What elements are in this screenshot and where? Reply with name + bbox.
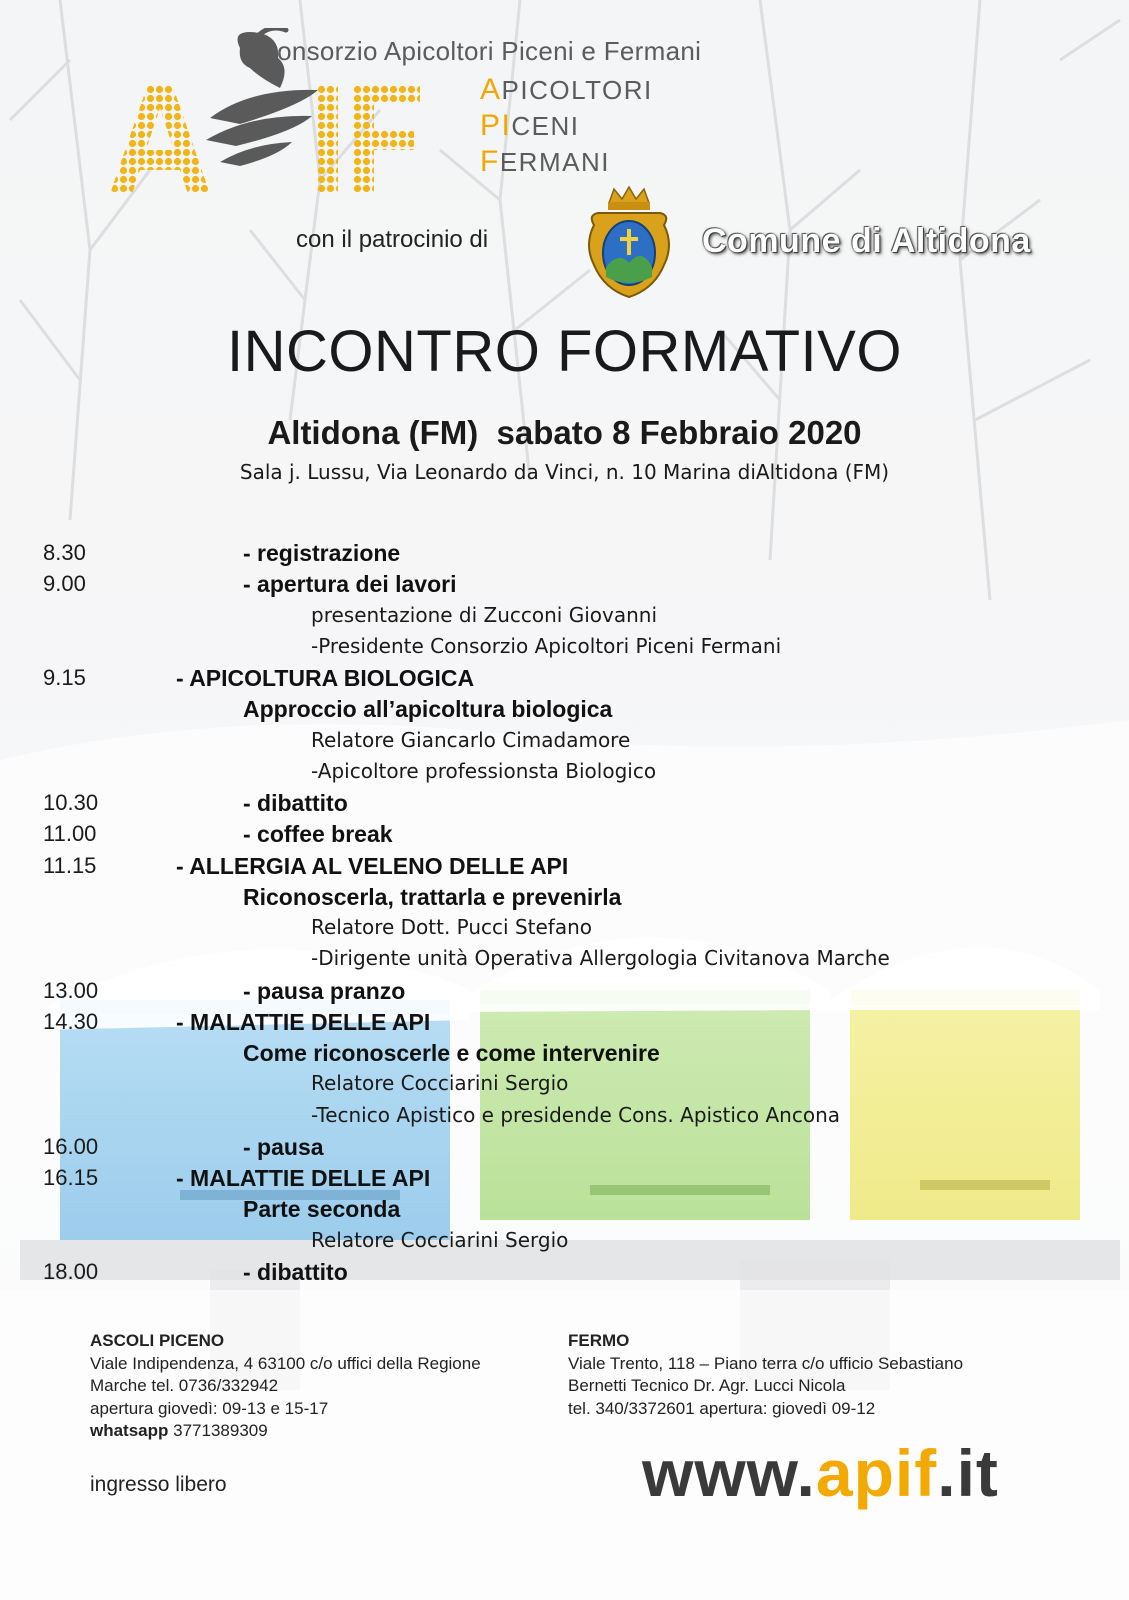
office-contact: Bernetti Tecnico Dr. Agr. Lucci Nicola [568, 1376, 846, 1395]
programme-time: 11.15 [43, 853, 97, 878]
office-name: ASCOLI PICENO [90, 1331, 225, 1350]
acronym-rest: CENI [511, 111, 580, 141]
free-entry-note: ingresso libero [90, 1473, 227, 1496]
programme-session: - APICOLTURA BIOLOGICA [176, 665, 475, 691]
programme-time: 9.00 [43, 571, 86, 596]
office-phone-hours: tel. 340/3372601 apertura: giovedì 09-12 [568, 1398, 876, 1418]
web-domain: apif [815, 1436, 938, 1510]
programme-item: - coffee break [243, 821, 393, 847]
programme-speaker: Relatore Giancarlo Cimadamore [311, 728, 631, 752]
patronage-text: con il patrocinio di [296, 226, 489, 253]
programme-time: 18.00 [43, 1259, 99, 1284]
programme-time: 9.15 [43, 665, 86, 690]
programme-time: 16.00 [43, 1134, 99, 1159]
office-address: Viale Trento, 118 – Piano terra c/o ufficio Sebastiano [568, 1353, 964, 1373]
programme-item: - pausa pranzo [243, 978, 406, 1004]
programme-item: - dibattito [243, 1259, 348, 1285]
programme-session: - MALATTIE DELLE API [176, 1009, 431, 1035]
web-suffix: .it [937, 1436, 999, 1510]
web-prefix: www. [642, 1436, 816, 1510]
programme-session: - MALATTIE DELLE API [176, 1165, 431, 1191]
event-venue: Sala j. Lussu, Via Leonardo da Vinci, n. 10 Marina diAltidona (FM) [239, 460, 890, 484]
programme-topic: Approccio all’apicoltura biologica [243, 696, 613, 722]
acronym-line-apicoltori [480, 73, 653, 107]
municipality-name: Comune di Altidona [702, 222, 1031, 260]
event-date-location: Altidona (FM) sabato 8 Febbraio 2020 [267, 414, 862, 451]
consortium-name: Consorzio Apicoltori Piceni e Fermani [258, 36, 702, 66]
event-title: INCONTRO FORMATIVO [227, 319, 902, 384]
programme-time: 11.00 [43, 821, 97, 846]
office-address: Viale Indipendenza, 4 63100 c/o uffici della Regione [90, 1353, 481, 1373]
programme-time: 16.15 [43, 1165, 99, 1190]
office-name: FERMO [568, 1331, 630, 1350]
programme-speaker-role: -Apicoltore professionsta Biologico [311, 759, 657, 783]
programme-speaker: Relatore Cocciarini Sergio [311, 1071, 569, 1095]
municipal-crest-icon [584, 185, 674, 305]
acronym-initial: A [480, 73, 502, 106]
programme-topic: Come riconoscerle e come intervenire [243, 1040, 660, 1066]
office-phone: Marche tel. 0736/332942 [90, 1376, 279, 1395]
programme-time: 8.30 [43, 540, 86, 565]
programme-time: 13.00 [43, 978, 99, 1003]
acronym-line-piceni [480, 109, 579, 143]
programme-speaker-role: -Tecnico Apistico e presidende Cons. Apistico Ancona [311, 1103, 840, 1127]
programme-item: - apertura dei lavori [243, 571, 457, 597]
programme-speaker-role: -Dirigente unità Operativa Allergologia Civitanova Marche [311, 946, 890, 970]
whatsapp-label: whatsapp [90, 1421, 169, 1440]
programme-time: 10.30 [43, 790, 99, 815]
programme-topic: Parte seconda [243, 1196, 401, 1222]
office-fermo [568, 1330, 963, 1420]
acronym-line-fermani [480, 145, 610, 179]
acronym-rest: PICOLTORI [501, 75, 653, 105]
acronym-initial: PI [480, 109, 512, 142]
programme-time: 14.30 [43, 1009, 99, 1034]
programme-speaker-role: -Presidente Consorzio Apicoltori Piceni Fermani [311, 634, 782, 658]
programme-topic: Riconoscerla, trattarla e prevenirla [243, 884, 622, 910]
acronym-rest: ERMANI [499, 147, 610, 177]
programme-speaker: Relatore Dott. Pucci Stefano [311, 915, 593, 939]
programme-item: - dibattito [243, 790, 348, 816]
whatsapp-number: 3771389309 [173, 1421, 268, 1440]
programme-item: - pausa [243, 1134, 324, 1160]
acronym-initial: F [480, 145, 500, 178]
office-ascoli-piceno [90, 1330, 481, 1443]
website-link[interactable] [642, 1435, 999, 1511]
programme-item: - registrazione [243, 540, 401, 566]
programme-speaker: Relatore Cocciarini Sergio [311, 1228, 569, 1252]
programme-speaker: presentazione di Zucconi Giovanni [311, 603, 658, 627]
office-hours: apertura giovedì: 09-13 e 15-17 [90, 1398, 329, 1418]
programme-session: - ALLERGIA AL VELENO DELLE API [176, 853, 569, 879]
office-whatsapp [90, 1420, 481, 1443]
